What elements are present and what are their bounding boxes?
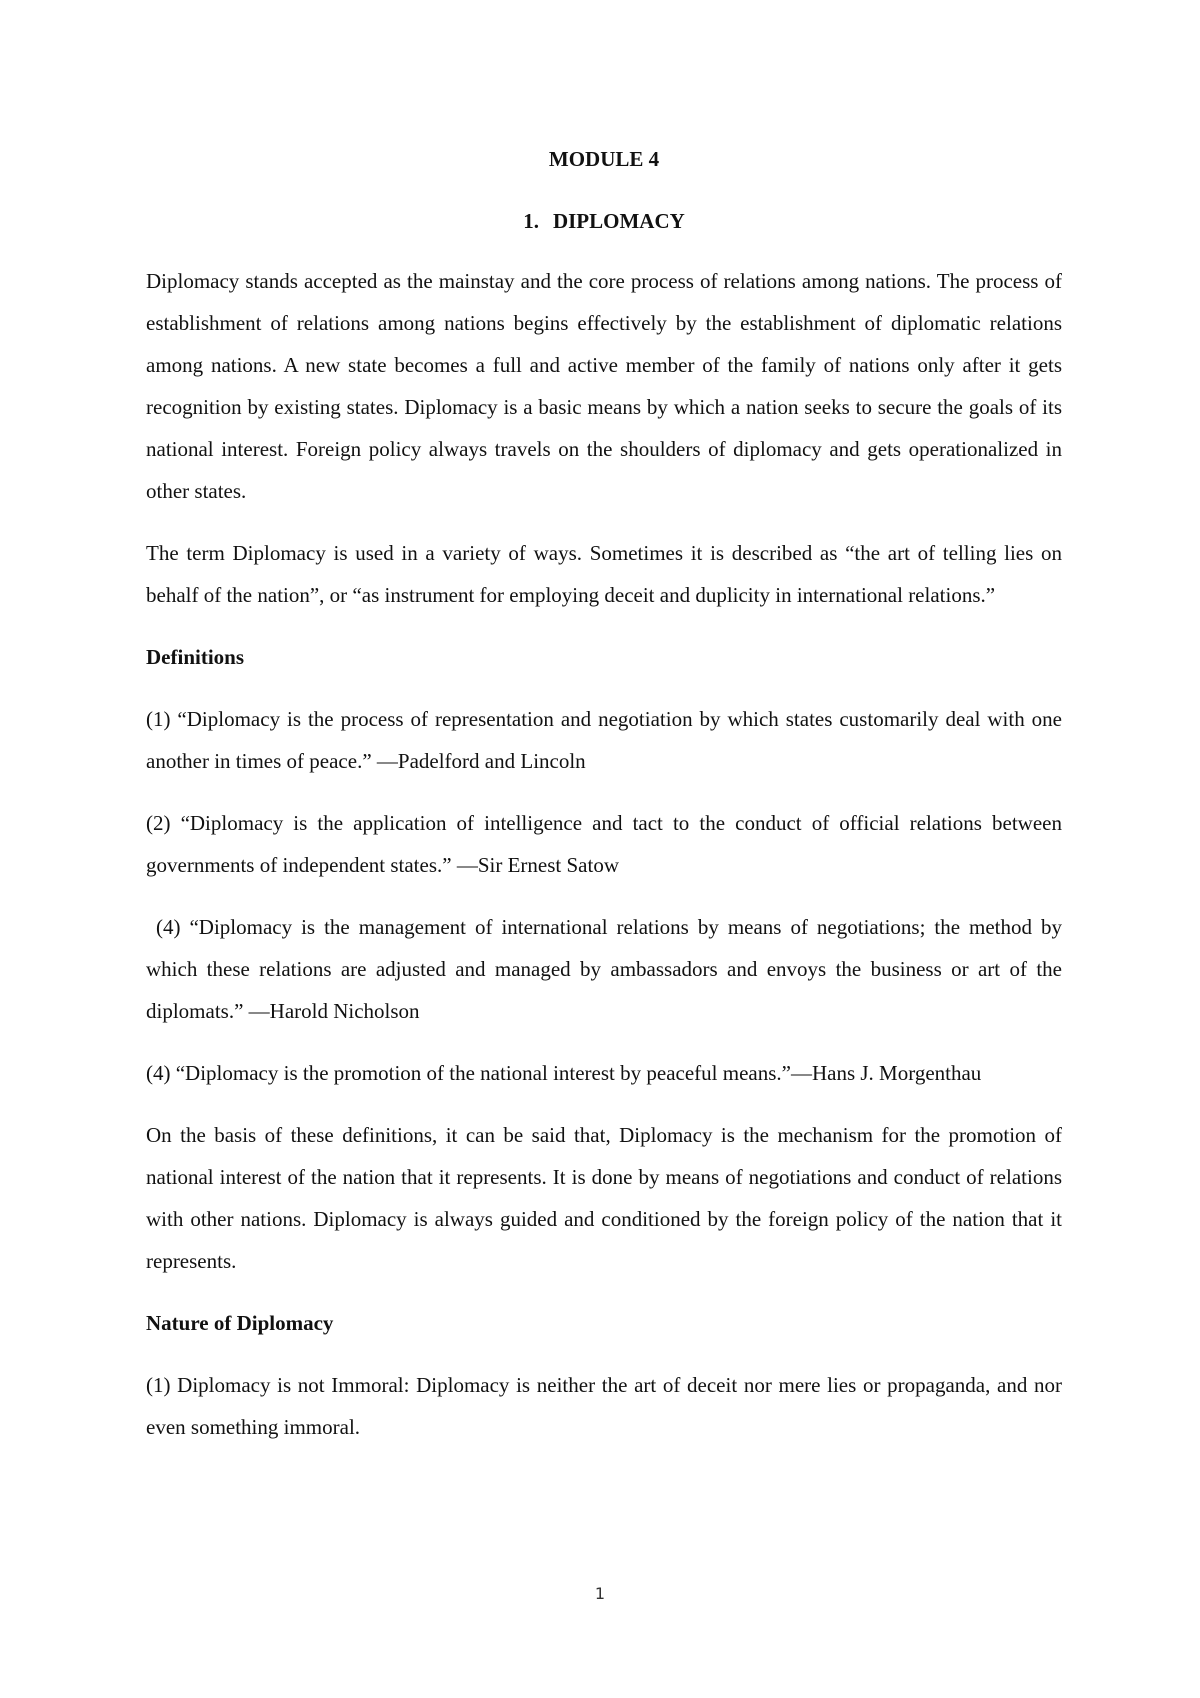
definition-item bbox=[146, 906, 1062, 1032]
definition-item: (2) “Diplomacy is the application of intelligence and tact to the conduct of official relations between governments of independent states.” —Sir Ernest Satow bbox=[146, 811, 1062, 877]
intro-paragraph-1: Diplomacy stands accepted as the mainstay and the core process of relations among nations. The process of establishment of relations among nations begins effectively by the establishment of diplomatic relations among nations. A new state becomes a full and active member of the family of nations only after it gets recognition by existing states. Diplomacy is a basic means by which a nation seeks to secure the goals of its national interest. Foreign policy always travels on the shoulders of diplomacy and gets operationalized in other states. bbox=[146, 269, 1062, 503]
definition-item: (4) “Diplomacy is the promotion of the national interest by peaceful means.”—Hans J. Morgenthau bbox=[146, 1061, 982, 1085]
section-title bbox=[146, 206, 1062, 236]
module-title: MODULE 4 bbox=[548, 147, 660, 171]
nature-point: (1) Diplomacy is not Immoral: Diplomacy is neither the art of deceit nor mere lies or propaganda, and nor even something immoral. bbox=[146, 1373, 1062, 1439]
definition-item: (1) “Diplomacy is the process of representation and negotiation by which states customarily deal with one another in times of peace.” —Padelford and Lincoln bbox=[146, 707, 1062, 773]
definition-item-text: (4) “Diplomacy is the management of international relations by means of negotiations; the method by which these relations are adjusted and managed by ambassadors and envoys the business or art of the diplomats.” —Harold Nicholson bbox=[146, 915, 1062, 1023]
nature-heading: Nature of Diplomacy bbox=[146, 1311, 334, 1335]
definitions-heading: Definitions bbox=[146, 645, 245, 669]
section-title-text: DIPLOMACY bbox=[552, 209, 685, 233]
section-number: 1. bbox=[523, 209, 539, 233]
summary-paragraph: On the basis of these definitions, it can be said that, Diplomacy is the mechanism for the promotion of national interest of the nation that it represents. It is done by means of negotiations and conduct of relations with other nations. Diplomacy is always guided and conditioned by the foreign policy of the nation that it represents. bbox=[146, 1123, 1062, 1273]
intro-paragraph-2: The term Diplomacy is used in a variety of ways. Sometimes it is described as “the art of telling lies on behalf of the nation”, or “as instrument for employing deceit and duplicity in international relations.” bbox=[146, 541, 1062, 607]
page-content bbox=[146, 144, 1062, 1468]
page-number: 1 bbox=[594, 1584, 606, 1603]
